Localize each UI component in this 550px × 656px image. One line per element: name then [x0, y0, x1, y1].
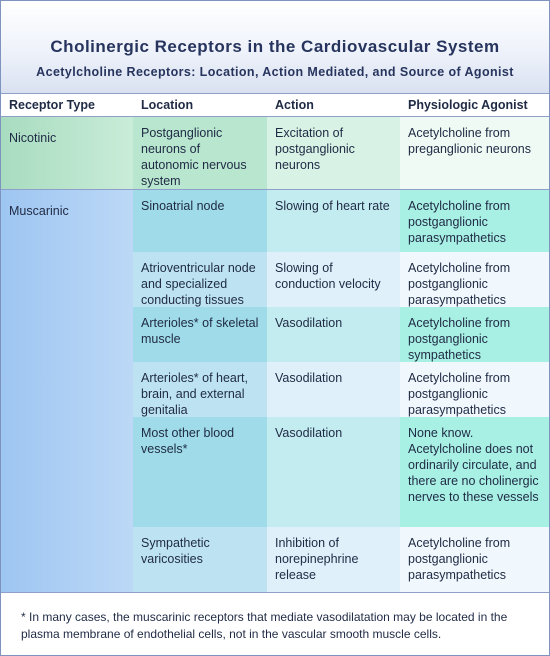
location-cell: Most other blood vessels* — [133, 417, 267, 527]
muscarinic-section — [1, 190, 549, 592]
location-cell: Sinoatrial node — [133, 190, 267, 252]
table-row — [133, 252, 549, 307]
table-row — [133, 417, 549, 527]
page-subtitle: Acetylcholine Receptors: Location, Action Mediated, and Source of Agonist — [36, 65, 514, 79]
location-cell: Arterioles* of heart, brain, and external genitalia — [133, 362, 267, 417]
action-cell: Vasodilation — [267, 362, 400, 417]
column-header-row — [1, 93, 549, 117]
receptor-type-nicotinic: Nicotinic — [1, 117, 133, 189]
table-row — [133, 362, 549, 417]
location-cell: Sympathetic varicosities — [133, 527, 267, 592]
action-cell: Excitation of postganglionic neurons — [267, 117, 400, 189]
table-row — [133, 190, 549, 252]
agonist-cell: Acetylcholine from preganglionic neurons — [400, 117, 549, 189]
action-cell: Vasodilation — [267, 307, 400, 362]
agonist-cell: Acetylcholine from postganglionic parasympathetics — [400, 362, 549, 417]
column-header-location: Location — [141, 98, 194, 112]
table-header — [1, 1, 549, 93]
column-header-receptor-type: Receptor Type — [9, 98, 95, 112]
agonist-cell: Acetylcholine from postganglionic parasympathetics — [400, 190, 549, 252]
action-cell: Vasodilation — [267, 417, 400, 527]
action-cell: Inhibition of norepinephrine release — [267, 527, 400, 592]
action-cell: Slowing of conduction velocity — [267, 252, 400, 307]
table-row — [133, 117, 549, 189]
footnote: * In many cases, the muscarinic receptors that mediate vasodilatation may be located in the plasma membrane of endothelial cells, not in the vascular smooth muscle cells. — [1, 592, 549, 652]
location-cell: Arterioles* of skeletal muscle — [133, 307, 267, 362]
page-title: Cholinergic Receptors in the Cardiovascular System — [50, 37, 500, 56]
agonist-cell: Acetylcholine from postganglionic sympathetics — [400, 307, 549, 362]
agonist-cell: Acetylcholine from postganglionic parasympathetics — [400, 527, 549, 592]
agonist-cell: Acetylcholine from postganglionic parasympathetics — [400, 252, 549, 307]
location-cell: Postganglionic neurons of autonomic nervous system — [133, 117, 267, 189]
nicotinic-section — [1, 117, 549, 190]
table-row — [133, 527, 549, 592]
column-header-agonist: Physiologic Agonist — [408, 98, 528, 112]
column-header-action: Action — [275, 98, 314, 112]
receptor-type-muscarinic: Muscarinic — [1, 190, 133, 592]
table-row — [133, 307, 549, 362]
location-cell: Atrioventricular node and specialized conducting tissues — [133, 252, 267, 307]
agonist-cell: None know. Acetylcholine does not ordinarily circulate, and there are no cholinergic nerves to these vessels — [400, 417, 549, 527]
action-cell: Slowing of heart rate — [267, 190, 400, 252]
